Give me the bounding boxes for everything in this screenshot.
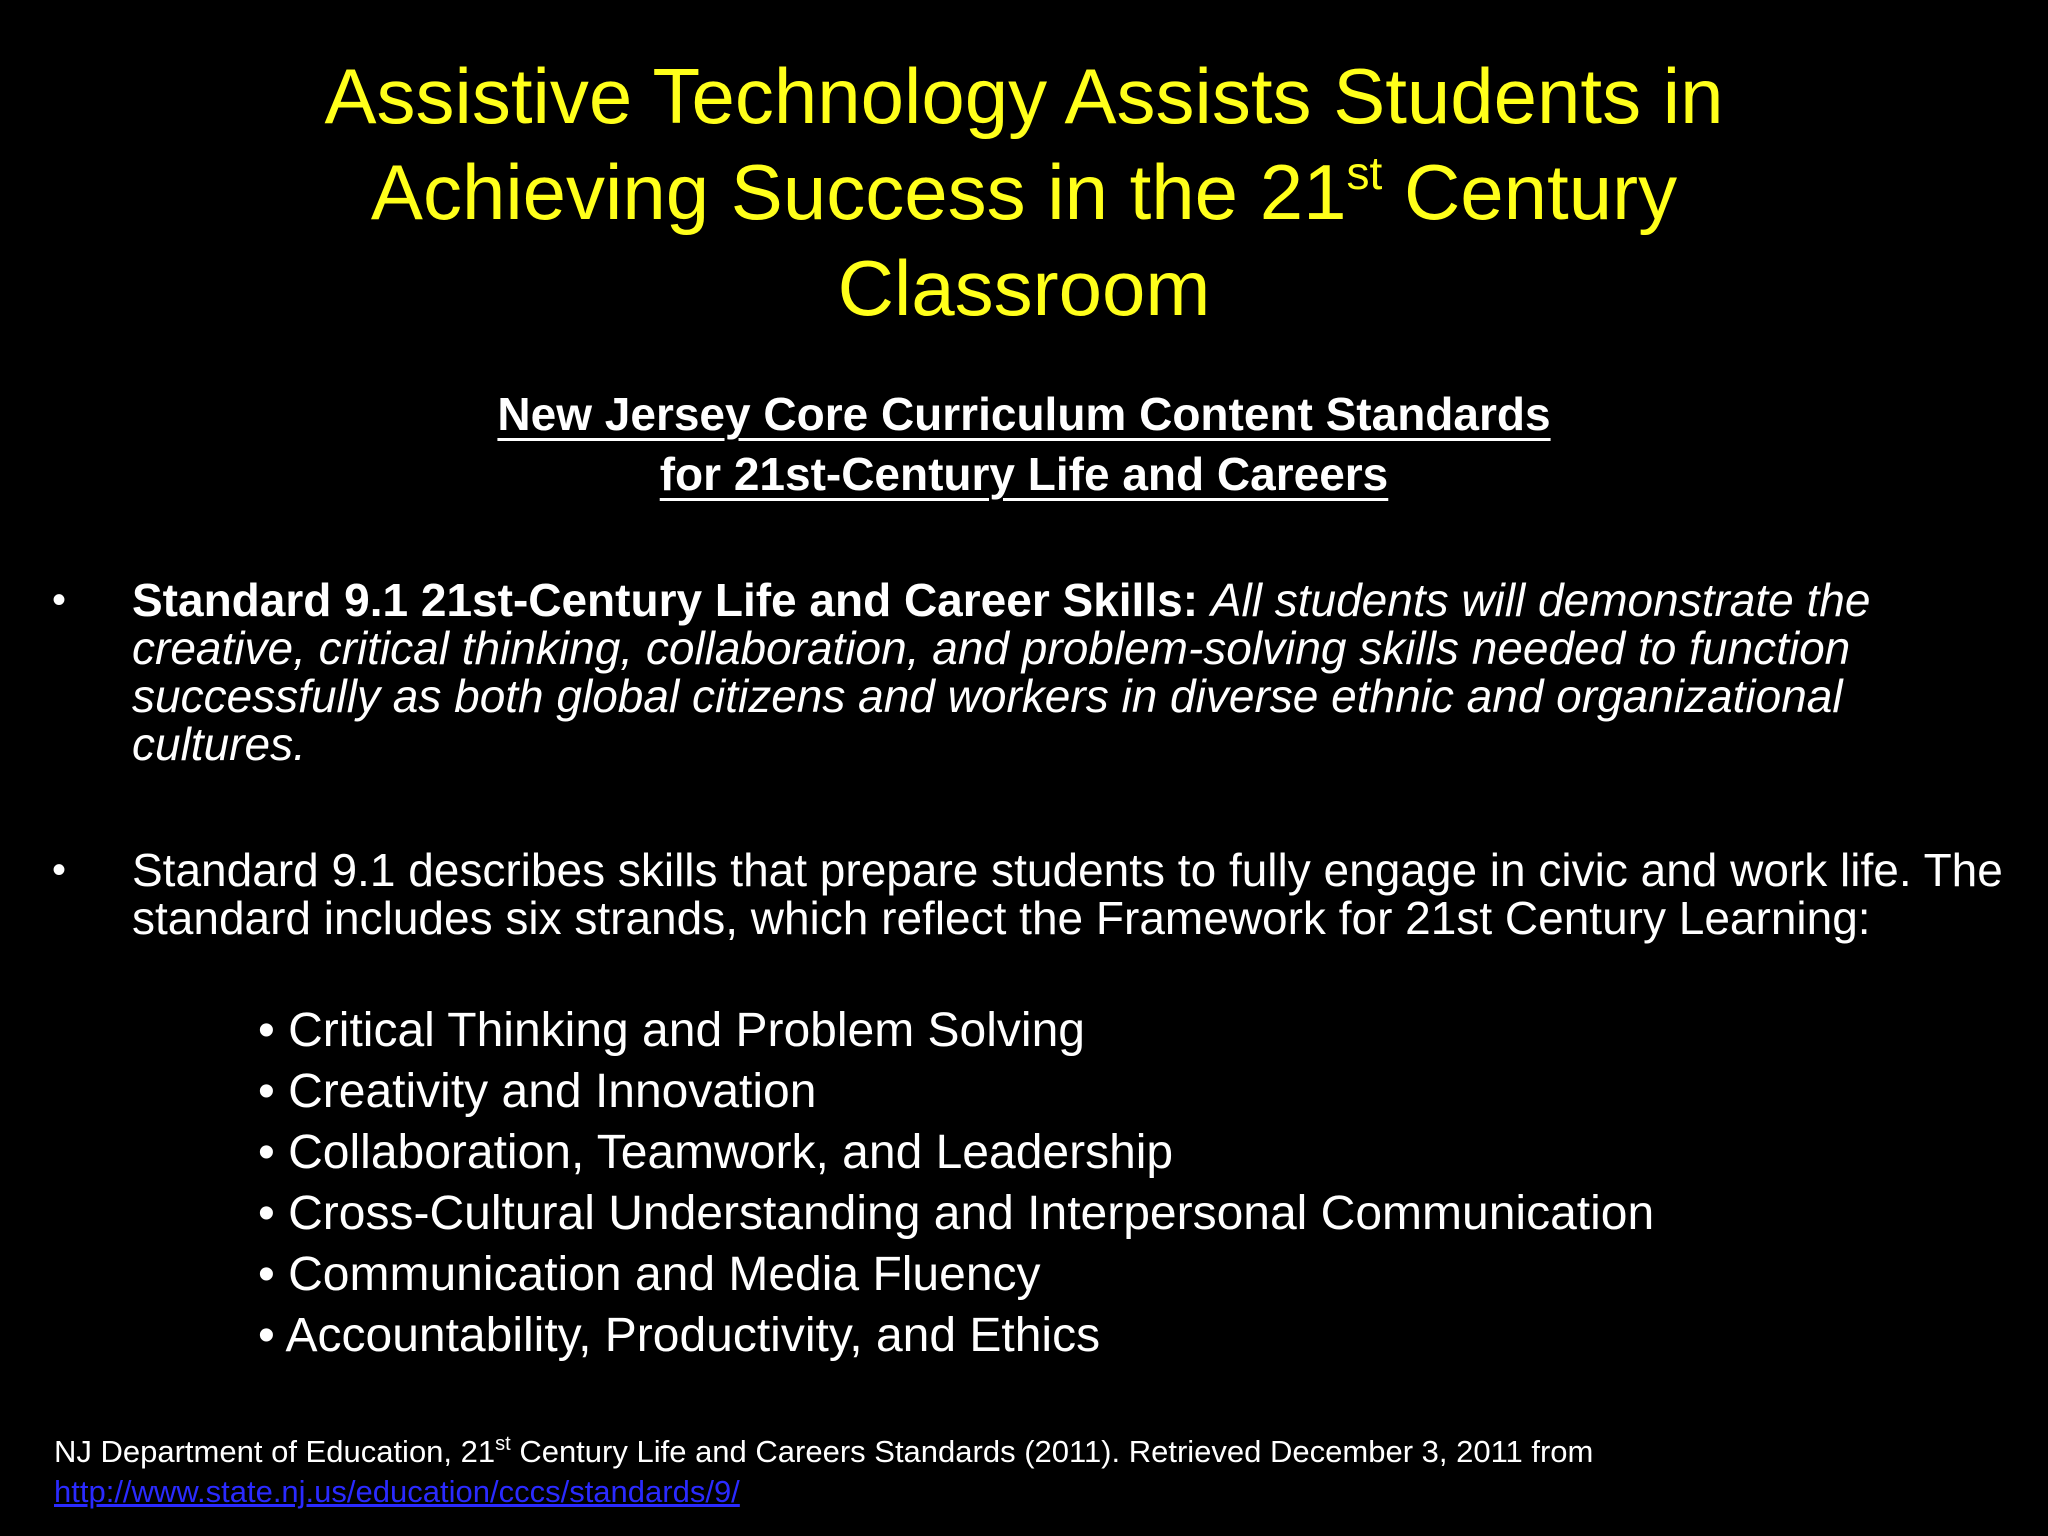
standards-heading-line-2: for 21st-Century Life and Careers bbox=[659, 448, 1389, 500]
citation-post: Century Life and Careers Standards (2011). Retrieved December 3, 2011 from bbox=[510, 1434, 1594, 1469]
list-item: • Accountability, Productivity, and Ethics bbox=[258, 1309, 1101, 1362]
list-item: • Cross-Cultural Understanding and Interpersonal Communication bbox=[258, 1187, 1655, 1240]
list-item: • Communication and Media Fluency bbox=[258, 1248, 1041, 1301]
standards-heading bbox=[200, 384, 1848, 504]
bullet-text: Standard 9.1 describes skills that prepare students to fully engage in civic and work life. The standard includes six strands, which reflect the Framework for 21st Century Learning: bbox=[132, 844, 2003, 944]
title-line-2-post: Century bbox=[1382, 148, 1678, 236]
slide-title bbox=[150, 48, 1898, 336]
citation-sup: st bbox=[495, 1433, 511, 1455]
bullet-marker: • bbox=[52, 578, 67, 622]
list-item: • Critical Thinking and Problem Solving bbox=[258, 1004, 1085, 1057]
citation-link[interactable]: http://www.state.nj.us/education/cccs/standards/9/ bbox=[54, 1474, 740, 1509]
strands-list bbox=[258, 1000, 1654, 1366]
list-item: • Collaboration, Teamwork, and Leadership bbox=[258, 1126, 1174, 1179]
title-line-2-pre: Achieving Success in the 21 bbox=[370, 148, 1347, 236]
standard-label: Standard 9.1 21st-Century Life and Career Skills: bbox=[132, 574, 1199, 626]
bullet-text bbox=[132, 576, 2012, 768]
bullet-marker: • bbox=[52, 848, 67, 892]
standard-description: All students will demonstrate the creative, critical thinking, collaboration, and problem-solving skills needed to function successfully as both global citizens and workers in diverse ethnic and organizational cultures. bbox=[132, 574, 1871, 770]
citation-pre: NJ Department of Education, 21 bbox=[54, 1434, 496, 1469]
list-item: • Creativity and Innovation bbox=[258, 1065, 817, 1118]
citation bbox=[54, 1432, 1994, 1512]
title-line-2-sup: st bbox=[1346, 147, 1383, 199]
standards-heading-line-1: New Jersey Core Curriculum Content Standards bbox=[497, 388, 1551, 440]
title-line-1: Assistive Technology Assists Students in bbox=[324, 52, 1724, 140]
title-line-3: Classroom bbox=[837, 244, 1211, 332]
